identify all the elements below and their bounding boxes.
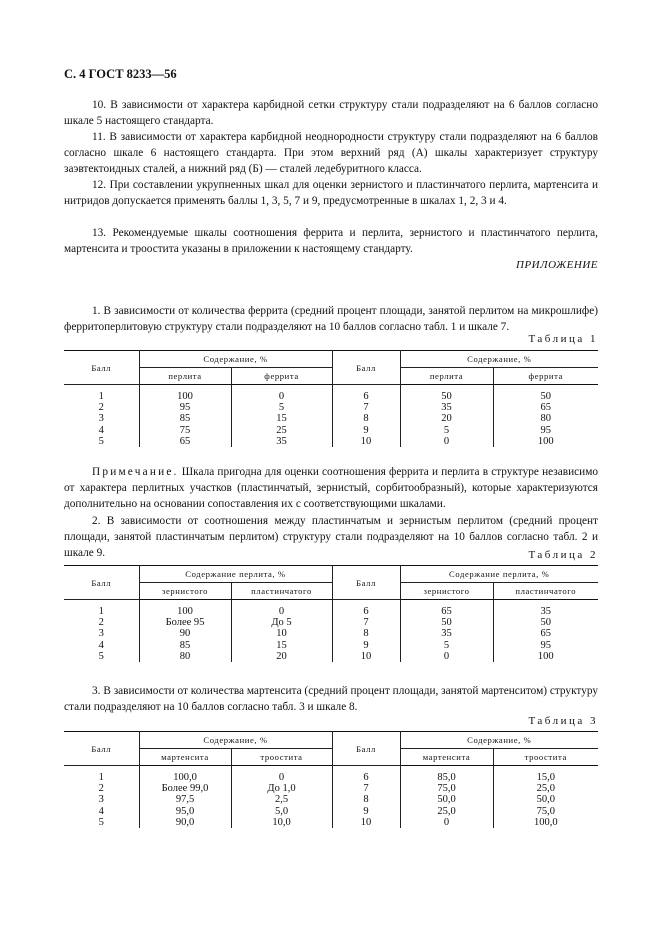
table-row bbox=[64, 425, 598, 436]
table-cell: 100 bbox=[139, 385, 231, 403]
table-cell: 5 bbox=[400, 425, 493, 436]
table-cell: 5 bbox=[64, 651, 139, 662]
table-cell: 50 bbox=[400, 385, 493, 403]
table-cell: 20 bbox=[231, 651, 332, 662]
table-cell: 4 bbox=[64, 425, 139, 436]
table-cell: 10 bbox=[231, 628, 332, 639]
table-cell: 20 bbox=[400, 413, 493, 424]
table-cell: 35 bbox=[540, 606, 551, 617]
table-cell: 95,0 bbox=[139, 806, 231, 817]
col-sub2: троостита bbox=[493, 749, 598, 766]
table-cell: 0 bbox=[400, 436, 493, 447]
table-3 bbox=[64, 731, 598, 828]
table-cell: 4 bbox=[64, 640, 139, 651]
table-cell: 90 bbox=[139, 628, 231, 639]
table-cell: 50 bbox=[540, 391, 552, 402]
table-cell: 10,0 bbox=[231, 817, 332, 828]
table-cell: 5 bbox=[400, 640, 493, 651]
col-sub2: троостита bbox=[231, 749, 332, 766]
table-cell: 8 bbox=[332, 794, 400, 805]
col-ball: Балл bbox=[64, 566, 139, 600]
table-row bbox=[64, 640, 598, 651]
table-cell: До 5 bbox=[231, 617, 332, 628]
table-cell: 9 bbox=[332, 640, 400, 651]
col-ball: Балл bbox=[332, 732, 400, 766]
table-cell: 90,0 bbox=[139, 817, 231, 828]
table-cell: 2 bbox=[64, 402, 139, 413]
table-cell: 5 bbox=[64, 436, 139, 447]
table-cell: 9 bbox=[332, 806, 400, 817]
table-cell: 65 bbox=[540, 628, 551, 640]
table-cell: 2 bbox=[64, 617, 139, 628]
table-cell: 25 bbox=[231, 425, 332, 436]
col-ball: Балл bbox=[64, 732, 139, 766]
table-cell: 15 bbox=[231, 640, 332, 651]
table-row bbox=[64, 385, 598, 403]
table-row bbox=[64, 783, 598, 794]
table-cell: 2 bbox=[64, 783, 139, 794]
table-cell: 95 bbox=[139, 402, 231, 413]
table-cell: 0 bbox=[400, 817, 493, 828]
table-cell: 65 bbox=[540, 402, 552, 414]
table-cell: 100,0 bbox=[139, 766, 231, 784]
col-sub2: феррита bbox=[231, 368, 332, 385]
table-1 bbox=[64, 350, 598, 447]
table-cell: 8 bbox=[332, 413, 400, 424]
table-cell: 3 bbox=[64, 794, 139, 805]
appendix-title: ПРИЛОЖЕНИЕ bbox=[516, 259, 598, 271]
table-row bbox=[64, 806, 598, 817]
table-cell: 25,0 bbox=[400, 806, 493, 817]
table-cell: 7 bbox=[332, 783, 400, 794]
col-sub1: зернистого bbox=[400, 583, 493, 600]
table-cell: 50 bbox=[540, 617, 551, 629]
table-cell: 0 bbox=[231, 600, 332, 618]
appendix-paragraph-3: 3. В зависимости от количества мартенсита (средний процент площади, занятой мартенситом) структуру стали подразделяют на 10 баллов согласно табл. 3 и шкале 8. bbox=[64, 685, 598, 713]
table-cell: 35 bbox=[231, 436, 332, 447]
table-cell: 6 bbox=[332, 385, 400, 403]
table2-caption: Таблица 2 bbox=[528, 549, 598, 561]
col-group: Содержание, % bbox=[139, 732, 332, 749]
col-sub1: зернистого bbox=[139, 583, 231, 600]
table-cell: 0 bbox=[231, 766, 332, 784]
table-cell: 65 bbox=[400, 600, 493, 618]
table3-caption: Таблица 3 bbox=[528, 715, 598, 727]
col-sub1: мартенсита bbox=[139, 749, 231, 766]
appendix-paragraph-2: 2. В зависимости от соотношения между пластинчатым и зернистым перлитом (средний процент площади, занятой пластинчатым перлитом) структуру стали подразделяют на 10 баллов согласно табл. 2 и шкале 9. bbox=[64, 515, 598, 559]
table-cell: 4 bbox=[64, 806, 139, 817]
table-cell: 5,0 bbox=[231, 806, 332, 817]
table-cell: 1 bbox=[64, 766, 139, 784]
paragraph-12: 12. При составлении укрупненных шкал для оценки зернистого и пластинчатого перлита, мартенсита и нитридов допускается применять баллы 1, 3, 5, 7 и 9, предусмотренные в шкалах 1, 2, 3 и 4. bbox=[64, 179, 598, 207]
table-row bbox=[64, 817, 598, 828]
table-cell: 1 bbox=[64, 385, 139, 403]
table-cell: 10 bbox=[332, 817, 400, 828]
paragraph-10: 10. В зависимости от характера карбидной сетки структуру стали подразделяют на 6 баллов согласно шкале 5 настоящего стандарта. bbox=[64, 99, 598, 127]
table-cell: 65 bbox=[139, 436, 231, 447]
table-cell: 80 bbox=[540, 413, 552, 425]
table-cell: 8 bbox=[332, 628, 400, 639]
table-cell: 85 bbox=[139, 640, 231, 651]
table-row bbox=[64, 794, 598, 805]
table-row bbox=[64, 413, 598, 424]
table-cell: 95 bbox=[540, 424, 552, 436]
table-row bbox=[64, 766, 598, 784]
table-cell: 75 bbox=[139, 425, 231, 436]
table-cell: 95 bbox=[540, 639, 551, 651]
table-row bbox=[64, 617, 598, 628]
table-cell: 50,0 bbox=[400, 794, 493, 805]
table-cell: 5 bbox=[64, 817, 139, 828]
table-cell: До 1,0 bbox=[231, 783, 332, 794]
table-cell: 6 bbox=[332, 600, 400, 618]
col-sub2: феррита bbox=[493, 368, 598, 385]
col-group: Содержание, % bbox=[400, 351, 598, 368]
table-cell: 15 bbox=[231, 413, 332, 424]
table-cell: 10 bbox=[332, 436, 400, 447]
col-ball: Балл bbox=[64, 351, 139, 385]
table-cell: 100 bbox=[139, 600, 231, 618]
table-cell: 7 bbox=[332, 402, 400, 413]
paragraph-13: 13. Рекомендуемые шкалы соотношения феррита и перлита, зернистого и пластинчатого перлита, мартенсита и троостита указаны в приложении к настоящему стандарту. bbox=[64, 227, 598, 255]
col-sub1: перлита bbox=[400, 368, 493, 385]
table-cell: 10 bbox=[332, 651, 400, 662]
table-cell: 85,0 bbox=[400, 766, 493, 784]
table-cell: 100,0 bbox=[533, 816, 558, 828]
table-row bbox=[64, 402, 598, 413]
table-cell: 7 bbox=[332, 617, 400, 628]
col-group: Содержание перлита, % bbox=[139, 566, 332, 583]
col-ball: Балл bbox=[332, 566, 400, 600]
table-cell: 0 bbox=[400, 651, 493, 662]
page-header: С. 4 ГОСТ 8233—56 bbox=[64, 67, 177, 81]
paragraph-11: 11. В зависимости от характера карбидной неоднородности структуру стали подразделяют на 6 баллов согласно шкале 6 настоящего стандарта. При этом верхний ряд (А) шкалы характеризует структуру заэвтектоидных сталей, а нижний ряд (Б) — сталей ледебуритного класса. bbox=[64, 131, 598, 175]
table-cell: 50 bbox=[400, 617, 493, 628]
col-sub1: перлита bbox=[139, 368, 231, 385]
table-cell: 85 bbox=[139, 413, 231, 424]
table-cell: Более 99,0 bbox=[139, 783, 231, 794]
table-cell: 35 bbox=[400, 628, 493, 639]
col-sub1: мартенсита bbox=[400, 749, 493, 766]
table-row bbox=[64, 651, 598, 662]
table-2 bbox=[64, 565, 598, 662]
table-cell: 97,5 bbox=[139, 794, 231, 805]
table1-note bbox=[64, 464, 598, 512]
note-label: Примечание. bbox=[92, 466, 179, 478]
table-cell: 100 bbox=[537, 435, 554, 447]
table-cell: 100 bbox=[537, 650, 554, 662]
table-row bbox=[64, 436, 598, 447]
table-cell: Более 95 bbox=[139, 617, 231, 628]
col-sub2: пластинчатого bbox=[493, 583, 598, 600]
table-cell: 25,0 bbox=[536, 783, 555, 795]
table-cell: 1 bbox=[64, 600, 139, 618]
col-ball: Балл bbox=[332, 351, 400, 385]
note-text: Шкала пригодна для оценки соотношения феррита и перлита в структуре независимо от характера перлитных участков (пластинчатый, зернистый, сорбитообразный), которые характеризуются дополнительно на основании сопоставления их с соответствующими шкалами. bbox=[64, 466, 598, 510]
table-cell: 35 bbox=[400, 402, 493, 413]
col-group: Содержание перлита, % bbox=[400, 566, 598, 583]
col-group: Содержание, % bbox=[139, 351, 332, 368]
table-cell: 6 bbox=[332, 766, 400, 784]
table-cell: 15,0 bbox=[536, 772, 555, 783]
table-cell: 80 bbox=[139, 651, 231, 662]
table-cell: 50,0 bbox=[536, 794, 555, 806]
table-cell: 75,0 bbox=[536, 805, 555, 817]
table-cell: 3 bbox=[64, 413, 139, 424]
table-cell: 75,0 bbox=[400, 783, 493, 794]
appendix-paragraph-1: 1. В зависимости от количества феррита (средний процент площади, занятой перлитом на микрошлифе) ферритоперлитовую структуру стали подразделяют на 10 баллов согласно табл. 1 и шкале 7. bbox=[64, 305, 598, 333]
table-cell: 5 bbox=[231, 402, 332, 413]
table1-caption: Таблица 1 bbox=[528, 333, 598, 345]
col-sub2: пластинчатого bbox=[231, 583, 332, 600]
col-group: Содержание, % bbox=[400, 732, 598, 749]
table-cell: 2,5 bbox=[231, 794, 332, 805]
table-row bbox=[64, 600, 598, 618]
table-row bbox=[64, 628, 598, 639]
table-cell: 3 bbox=[64, 628, 139, 639]
table-cell: 0 bbox=[231, 385, 332, 403]
table-cell: 9 bbox=[332, 425, 400, 436]
